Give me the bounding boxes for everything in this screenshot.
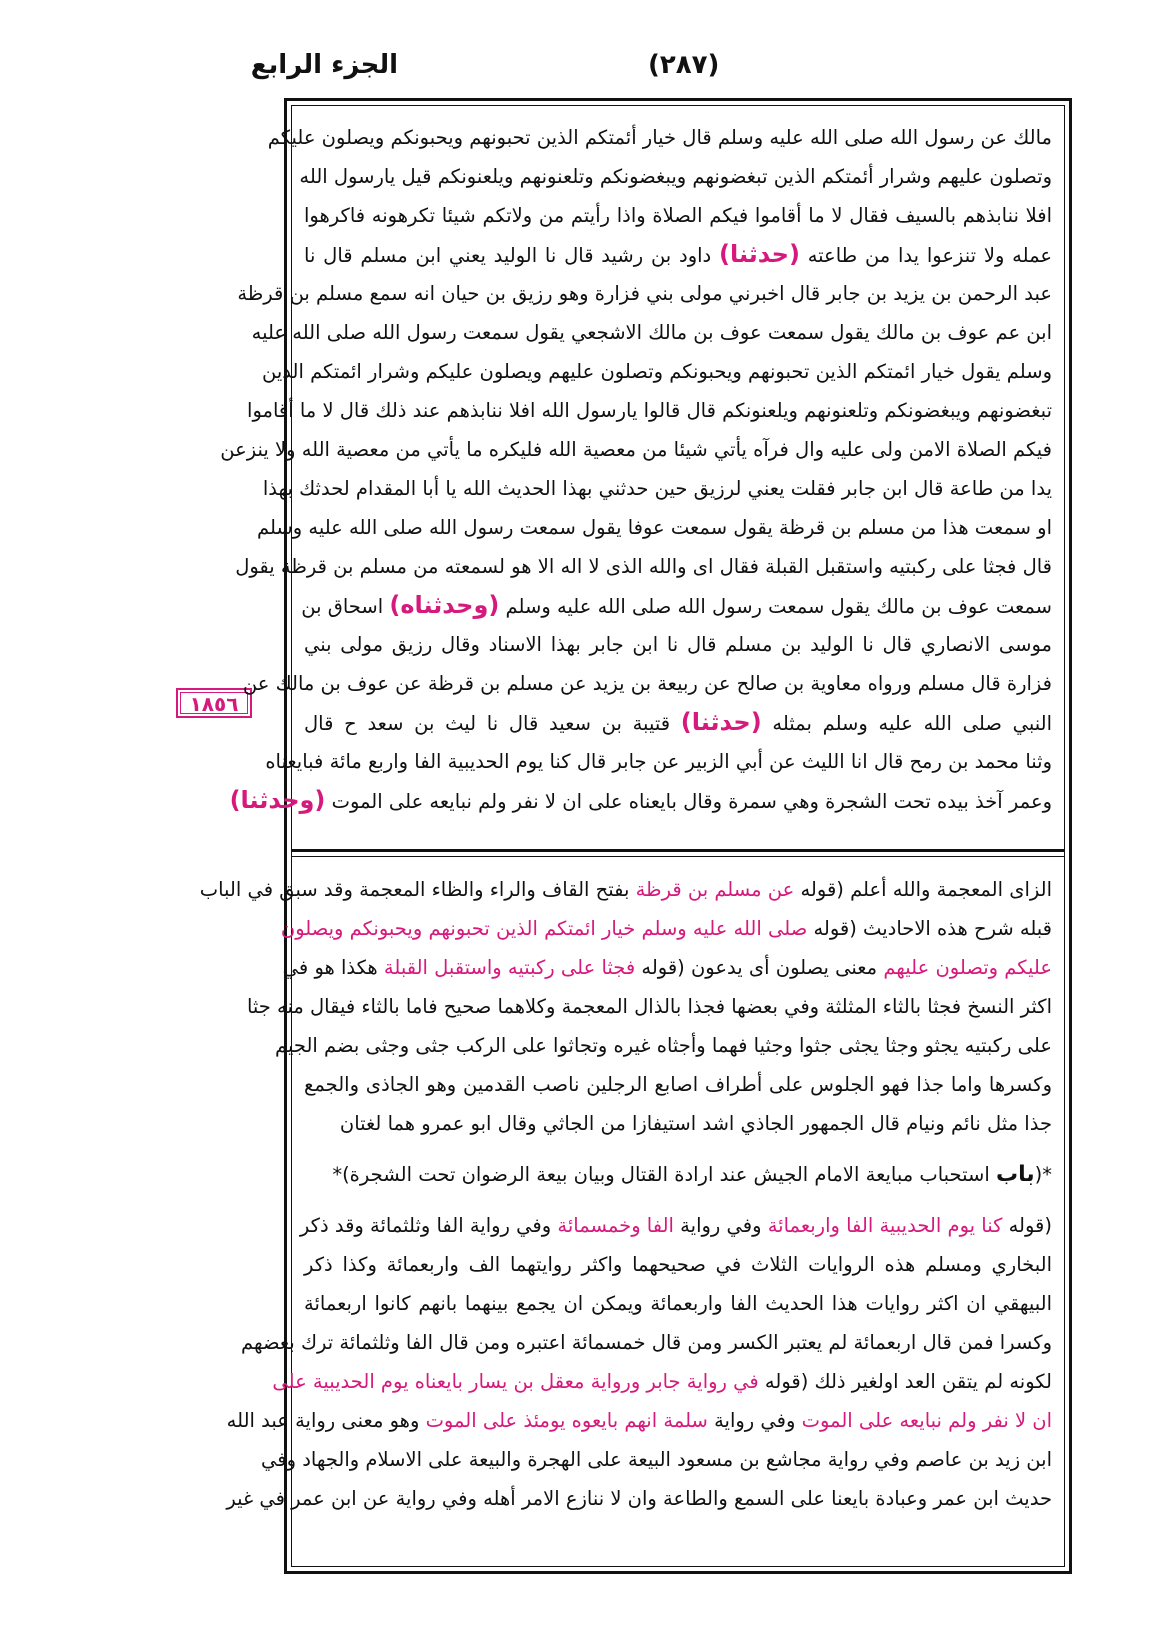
text-segment: وفي رواية — [673, 1214, 768, 1237]
commentary-line — [304, 1284, 1052, 1323]
commentary-line — [282, 948, 1052, 987]
commentary-line — [226, 1401, 1052, 1440]
commentary-line — [272, 1362, 1052, 1401]
commentary-line — [261, 1440, 1052, 1479]
quoted-phrase: الفا وخمسمائة — [557, 1214, 674, 1237]
text-segment: على ركبتيه يجثو وجثا يجثى جثوا وجثيا فهما وأجثاه غيره وتجاثوا على الركب جثى وجثى بضم الجيم — [275, 1034, 1052, 1057]
commentary-line — [304, 1245, 1052, 1284]
text-segment: وهو معنى رواية عبد الله — [226, 1409, 426, 1432]
text-segment: وفي رواية — [707, 1409, 802, 1432]
commentary-line — [304, 1065, 1052, 1104]
chapter-heading — [304, 1155, 1052, 1194]
hadith-keyword: (حدثنا) — [680, 708, 762, 736]
text-line: عبد الرحمن بن يزيد بن جابر قال اخبرني مولى بني فزارة وهو رزيق بن حيان انه سمع مسلم بن قرظة — [237, 282, 1052, 305]
text-segment: قبله شرح هذه الاحاديث (قوله — [807, 917, 1052, 940]
text-segment: (قوله — [1002, 1214, 1052, 1237]
text-segment: عمله ولا تنزعوا يدا من طاعته — [799, 244, 1053, 267]
commentary-line — [275, 1026, 1052, 1065]
text-segment: وعمر آخذ بيده تحت الشجرة وهي سمرة وقال بايعناه على ان لا نفر ولم نبايعه على الموت — [325, 790, 1052, 813]
commentary-line — [226, 1479, 1052, 1518]
text-segment: النبي صلى الله عليه وسلم بمثله — [761, 712, 1052, 735]
text-line: فزارة قال مسلم ورواه معاوية بن صالح عن ربيعة بن يزيد عن مسلم بن قرظة عن عوف بن مالك عن — [242, 672, 1052, 695]
text-line — [229, 781, 1052, 820]
text-segment: حديث ابن عمر وعبادة بايعنا على السمع والطاعة وان لا ننازع الامر أهله وفي رواية عن ابن عمر في غير — [226, 1487, 1052, 1510]
text-segment: وفي رواية الفا وثلثمائة وقد ذكر — [299, 1214, 558, 1237]
commentary-line — [246, 987, 1052, 1026]
text-line: افلا ننابذهم بالسيف فقال لا ما أقاموا فيكم الصلاة واذا رأيتم من ولاتكم شيئا تكرهونه فاكرهوا — [304, 204, 1052, 227]
quoted-phrase: فجثا على ركبتيه واستقبل القبلة — [383, 956, 636, 979]
text-segment: بفتح القاف والراء والظاء المعجمة وقد سبق في الباب — [199, 878, 636, 901]
hadith-keyword: (حدثنا) — [719, 240, 800, 268]
text-segment: جذا مثل نائم ونيام قال الجمهور الجاذي اشد استيفازا من الجاثي وقال ابو عمرو هما لغتان — [339, 1112, 1052, 1135]
quoted-phrase: كنا يوم الحديبية الفا واربعمائة — [767, 1214, 1003, 1237]
text-line: يدا من طاعة قال ابن جابر فقلت يعني لرزيق حين حدثني بهذا الحديث الله يا أبا المقدام لحدثك بهذا — [262, 477, 1052, 500]
commentary-line — [199, 870, 1052, 909]
text-line — [304, 703, 1052, 742]
quoted-phrase: في رواية جابر ورواية معقل بن يسار بايعناه يوم الحديبية على — [272, 1370, 759, 1393]
hadith-text — [220, 118, 1053, 820]
quoted-phrase: سلمة انهم بايعوه يومئذ على الموت — [425, 1409, 708, 1432]
text-segment: وكسرا فمن قال اربعمائة لم يعتبر الكسر ومن قال خمسمائة اعتبره ومن قال الفا وثلثمائة ترك بعضهم — [241, 1331, 1052, 1354]
text-segment: ابن زيد بن عاصم وفي رواية مجاشع بن مسعود البيعة على الهجرة والبيعة على الاسلام والجهاد وفي — [261, 1448, 1052, 1471]
hadith-keyword: (وحدثنا) — [229, 786, 326, 814]
text-segment: هكذا هو في — [282, 956, 384, 979]
text-segment: معنى يصلون أى يدعون (قوله — [635, 956, 884, 979]
commentary-text — [199, 870, 1052, 1518]
text-line: مالك عن رسول الله صلى الله عليه وسلم قال خيار أئمتكم الذين تحبونهم ويحبونكم ويصلون عليكم — [267, 126, 1052, 149]
chapter-word: باب — [996, 1162, 1035, 1187]
text-line: قال فجثا على ركبتيه واستقبل القبلة فقال اى والله الذى لا اله الا هو لسمعته من مسلم بن قرظة يقول — [235, 555, 1052, 578]
text-segment: وكسرها واما جذا فهو الجلوس على أطراف اصابع الرجلين ناصب القدمين وهو الجاذى والجمع — [304, 1073, 1052, 1096]
text-line: موسى الانصاري قال نا الوليد بن مسلم قال نا ابن جابر بهذا الاسناد وقال رزيق مولى بني — [304, 633, 1052, 656]
quoted-phrase: عن مسلم بن قرظة — [635, 878, 795, 901]
chapter-prefix: *( — [1034, 1163, 1052, 1186]
text-line: فيكم الصلاة الامن ولى عليه وال فرآه يأتي شيئا من معصية الله فليكره ما يأتي من معصية الله ولا ينزعن — [220, 438, 1052, 461]
text-segment: سمعت عوف بن مالك يقول سمعت رسول الله صلى الله عليه وسلم — [499, 595, 1052, 618]
quoted-phrase: صلى الله عليه وسلم خيار ائمتكم الذين تحبونهم ويحبونكم ويصلون — [280, 917, 808, 940]
hadith-number: ١٨٥٦ — [180, 692, 248, 714]
chapter-title: استحباب مبايعة الامام الجيش عند ارادة القتال وبيان بيعة الرضوان تحت الشجرة)* — [332, 1163, 996, 1186]
text-line: او سمعت هذا من مسلم بن قرظة يقول سمعت عوفا يقول سمعت رسول الله صلى الله عليه وسلم — [257, 516, 1052, 539]
spacer — [304, 1194, 1052, 1206]
text-segment: اكثر النسخ فجثا بالثاء المثلثة وفي بعضها فجذا بالذال المعجمة وكلاهما صحيح فاما بالثاء فيقال منه جثا — [246, 995, 1052, 1018]
part-label: الجزء الرابع — [250, 50, 398, 80]
text-line: وسلم يقول خيار ائمتكم الذين تحبونهم ويحبونكم وتصلون عليهم ويصلون عليكم وشرار ائمتكم الذين — [262, 360, 1052, 383]
spacer — [304, 1143, 1052, 1155]
text-segment: الزاى المعجمة والله أعلم (قوله — [794, 878, 1052, 901]
text-segment: اسحاق بن — [301, 595, 390, 618]
commentary-line — [280, 909, 1052, 948]
commentary-line — [241, 1323, 1052, 1362]
section-divider — [292, 849, 1064, 857]
page-number: (٢٨٧) — [648, 50, 720, 80]
text-line — [301, 586, 1052, 625]
text-line: وثنا محمد بن رمح قال انا الليث عن أبي الزبير عن جابر قال كنا يوم الحديبية الفا واربع مائة فبايعناه — [265, 750, 1052, 773]
quoted-phrase: عليكم وتصلون عليهم — [883, 956, 1052, 979]
hadith-keyword: (وحدثناه) — [389, 591, 500, 619]
text-segment: داود بن رشيد قال نا الوليد يعني ابن مسلم قال نا — [304, 244, 720, 267]
text-line: ابن عم عوف بن مالك يقول سمعت عوف بن مالك الاشجعي يقول سمعت رسول الله صلى الله عليه — [251, 321, 1052, 344]
text-segment: البيهقي ان اكثر روايات هذا الحديث الفا واربعمائة ويمكن ان يجمع بينهما بانهم كانوا اربعمائة — [304, 1292, 1052, 1315]
text-segment: قتيبة بن سعيد قال نا ليث بن سعد ح قال — [304, 712, 681, 735]
commentary-line — [299, 1206, 1052, 1245]
text-line: تبغضونهم ويبغضونكم وتلعنونهم ويلعنونكم قال قالوا يارسول الله افلا ننابذهم عند ذلك قال لا ما أقاموا — [247, 399, 1052, 422]
quoted-phrase: ان لا نفر ولم نبايعه على الموت — [801, 1409, 1052, 1432]
commentary-line — [304, 1104, 1052, 1143]
hadith-number-box — [176, 688, 252, 718]
text-line: وتصلون عليهم وشرار أئمتكم الذين تبغضونهم ويبغضونكم وتلعنونهم ويلعنونكم قيل يارسول الله — [299, 165, 1052, 188]
text-segment: البخاري ومسلم هذه الروايات الثلاث في صحيحهما واكثر روايتهما الف واربعمائة وكذا ذكر — [304, 1253, 1052, 1276]
text-line — [304, 235, 1052, 274]
text-segment: لكونه لم يتقن العد اولغير ذلك (قوله — [758, 1370, 1052, 1393]
